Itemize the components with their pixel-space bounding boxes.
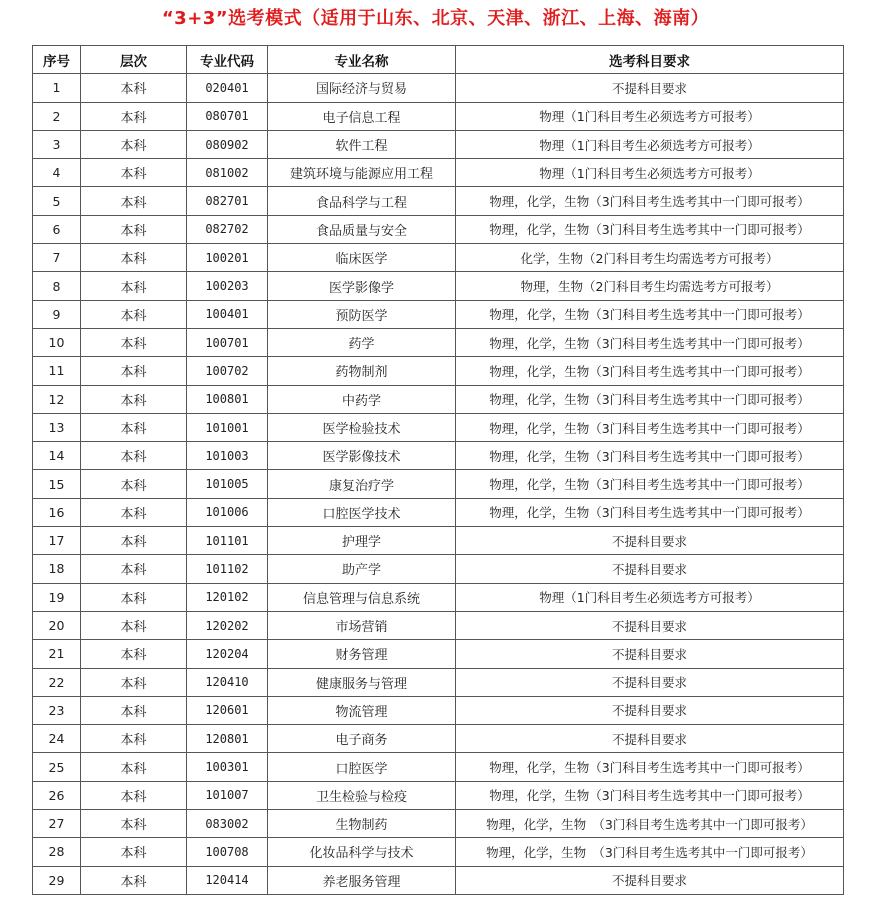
requirement-cell: 物理，化学，生物（3门科目考生选考其中一门即可报考）	[456, 498, 844, 526]
major-name-cell: 食品质量与安全	[268, 215, 456, 243]
seq-cell: 26	[33, 781, 81, 809]
requirement-cell: 物理，化学，生物 （3门科目考生选考其中一门即可报考）	[456, 810, 844, 838]
header-name: 专业名称	[268, 46, 456, 74]
level-cell: 本科	[81, 725, 187, 753]
level-cell: 本科	[81, 470, 187, 498]
level-cell: 本科	[81, 527, 187, 555]
table-row	[33, 215, 844, 243]
table-row	[33, 272, 844, 300]
level-cell: 本科	[81, 272, 187, 300]
requirement-cell: 物理，化学，生物（3门科目考生选考其中一门即可报考）	[456, 187, 844, 215]
code-cell: 100401	[187, 300, 268, 328]
seq-cell: 8	[33, 272, 81, 300]
level-cell: 本科	[81, 187, 187, 215]
table-row	[33, 130, 844, 158]
seq-cell: 7	[33, 244, 81, 272]
level-cell: 本科	[81, 159, 187, 187]
requirement-cell: 物理，化学，生物 （3门科目考生选考其中一门即可报考）	[456, 838, 844, 866]
requirement-cell: 不提科目要求	[456, 527, 844, 555]
code-cell: 100201	[187, 244, 268, 272]
code-cell: 082701	[187, 187, 268, 215]
major-name-cell: 建筑环境与能源应用工程	[268, 159, 456, 187]
major-name-cell: 护理学	[268, 527, 456, 555]
requirement-cell: 物理，化学，生物（3门科目考生选考其中一门即可报考）	[456, 328, 844, 356]
requirement-cell: 物理（1门科目考生必须选考方可报考）	[456, 102, 844, 130]
seq-cell: 11	[33, 357, 81, 385]
requirement-cell: 物理，化学，生物（3门科目考生选考其中一门即可报考）	[456, 300, 844, 328]
header-level: 层次	[81, 46, 187, 74]
requirement-cell: 不提科目要求	[456, 696, 844, 724]
table-row	[33, 810, 844, 838]
major-name-cell: 药物制剂	[268, 357, 456, 385]
major-name-cell: 国际经济与贸易	[268, 74, 456, 102]
code-cell: 120410	[187, 668, 268, 696]
code-cell: 081002	[187, 159, 268, 187]
table-row	[33, 838, 844, 866]
level-cell: 本科	[81, 102, 187, 130]
level-cell: 本科	[81, 555, 187, 583]
level-cell: 本科	[81, 810, 187, 838]
level-cell: 本科	[81, 866, 187, 894]
level-cell: 本科	[81, 781, 187, 809]
requirement-cell: 物理，化学，生物（3门科目考生选考其中一门即可报考）	[456, 357, 844, 385]
table-row	[33, 187, 844, 215]
requirement-cell: 物理，化学，生物（3门科目考生选考其中一门即可报考）	[456, 215, 844, 243]
major-name-cell: 电子信息工程	[268, 102, 456, 130]
requirement-cell: 物理（1门科目考生必须选考方可报考）	[456, 159, 844, 187]
major-name-cell: 医学影像学	[268, 272, 456, 300]
table-row	[33, 300, 844, 328]
requirement-cell: 物理，生物（2门科目考生均需选考方可报考）	[456, 272, 844, 300]
code-cell: 080902	[187, 130, 268, 158]
level-cell: 本科	[81, 413, 187, 441]
major-name-cell: 康复治疗学	[268, 470, 456, 498]
table-row	[33, 611, 844, 639]
code-cell: 101001	[187, 413, 268, 441]
table-row	[33, 357, 844, 385]
seq-cell: 21	[33, 640, 81, 668]
major-name-cell: 医学检验技术	[268, 413, 456, 441]
major-name-cell: 生物制药	[268, 810, 456, 838]
seq-cell: 9	[33, 300, 81, 328]
requirement-cell: 物理，化学，生物（3门科目考生选考其中一门即可报考）	[456, 413, 844, 441]
level-cell: 本科	[81, 838, 187, 866]
requirement-cell: 物理，化学，生物（3门科目考生选考其中一门即可报考）	[456, 781, 844, 809]
seq-cell: 19	[33, 583, 81, 611]
major-name-cell: 健康服务与管理	[268, 668, 456, 696]
table-row	[33, 725, 844, 753]
table-row	[33, 244, 844, 272]
level-cell: 本科	[81, 442, 187, 470]
code-cell: 100203	[187, 272, 268, 300]
level-cell: 本科	[81, 668, 187, 696]
seq-cell: 15	[33, 470, 81, 498]
major-name-cell: 口腔医学	[268, 753, 456, 781]
table-row	[33, 385, 844, 413]
requirement-cell: 不提科目要求	[456, 725, 844, 753]
major-name-cell: 财务管理	[268, 640, 456, 668]
major-name-cell: 电子商务	[268, 725, 456, 753]
major-name-cell: 口腔医学技术	[268, 498, 456, 526]
requirement-cell: 不提科目要求	[456, 668, 844, 696]
level-cell: 本科	[81, 640, 187, 668]
table-row	[33, 696, 844, 724]
requirement-cell: 物理（1门科目考生必须选考方可报考）	[456, 583, 844, 611]
seq-cell: 25	[33, 753, 81, 781]
code-cell: 120801	[187, 725, 268, 753]
table-header-row	[33, 46, 844, 74]
table-row	[33, 159, 844, 187]
seq-cell: 4	[33, 159, 81, 187]
seq-cell: 1	[33, 74, 81, 102]
requirement-cell: 物理，化学，生物（3门科目考生选考其中一门即可报考）	[456, 442, 844, 470]
code-cell: 100702	[187, 357, 268, 385]
level-cell: 本科	[81, 74, 187, 102]
seq-cell: 6	[33, 215, 81, 243]
major-name-cell: 助产学	[268, 555, 456, 583]
level-cell: 本科	[81, 328, 187, 356]
level-cell: 本科	[81, 385, 187, 413]
seq-cell: 14	[33, 442, 81, 470]
table-row	[33, 470, 844, 498]
table-row	[33, 866, 844, 894]
code-cell: 100301	[187, 753, 268, 781]
major-name-cell: 预防医学	[268, 300, 456, 328]
level-cell: 本科	[81, 244, 187, 272]
seq-cell: 23	[33, 696, 81, 724]
majors-table	[32, 45, 844, 895]
requirement-cell: 物理，化学，生物（3门科目考生选考其中一门即可报考）	[456, 385, 844, 413]
table-row	[33, 74, 844, 102]
major-name-cell: 信息管理与信息系统	[268, 583, 456, 611]
table-row	[33, 640, 844, 668]
major-name-cell: 软件工程	[268, 130, 456, 158]
major-name-cell: 物流管理	[268, 696, 456, 724]
code-cell: 101101	[187, 527, 268, 555]
code-cell: 120414	[187, 866, 268, 894]
level-cell: 本科	[81, 498, 187, 526]
seq-cell: 29	[33, 866, 81, 894]
table-row	[33, 781, 844, 809]
major-name-cell: 食品科学与工程	[268, 187, 456, 215]
major-name-cell: 化妆品科学与技术	[268, 838, 456, 866]
header-code: 专业代码	[187, 46, 268, 74]
table-body	[33, 74, 844, 895]
level-cell: 本科	[81, 753, 187, 781]
code-cell: 100708	[187, 838, 268, 866]
major-name-cell: 中药学	[268, 385, 456, 413]
table-row	[33, 413, 844, 441]
seq-cell: 18	[33, 555, 81, 583]
code-cell: 101005	[187, 470, 268, 498]
table-row	[33, 668, 844, 696]
code-cell: 120601	[187, 696, 268, 724]
code-cell: 100801	[187, 385, 268, 413]
code-cell: 101006	[187, 498, 268, 526]
level-cell: 本科	[81, 696, 187, 724]
level-cell: 本科	[81, 300, 187, 328]
code-cell: 101007	[187, 781, 268, 809]
major-name-cell: 卫生检验与检疫	[268, 781, 456, 809]
table-row	[33, 442, 844, 470]
seq-cell: 12	[33, 385, 81, 413]
seq-cell: 3	[33, 130, 81, 158]
major-name-cell: 市场营销	[268, 611, 456, 639]
requirement-cell: 不提科目要求	[456, 611, 844, 639]
requirement-cell: 不提科目要求	[456, 555, 844, 583]
table-row	[33, 555, 844, 583]
requirement-cell: 化学，生物（2门科目考生均需选考方可报考）	[456, 244, 844, 272]
major-name-cell: 药学	[268, 328, 456, 356]
major-name-cell: 养老服务管理	[268, 866, 456, 894]
code-cell: 080701	[187, 102, 268, 130]
requirement-cell: 物理，化学，生物（3门科目考生选考其中一门即可报考）	[456, 470, 844, 498]
level-cell: 本科	[81, 583, 187, 611]
table-row	[33, 527, 844, 555]
seq-cell: 24	[33, 725, 81, 753]
level-cell: 本科	[81, 130, 187, 158]
code-cell: 101102	[187, 555, 268, 583]
code-cell: 101003	[187, 442, 268, 470]
requirement-cell: 物理（1门科目考生必须选考方可报考）	[456, 130, 844, 158]
table-row	[33, 498, 844, 526]
seq-cell: 28	[33, 838, 81, 866]
seq-cell: 27	[33, 810, 81, 838]
code-cell: 100701	[187, 328, 268, 356]
requirement-cell: 不提科目要求	[456, 74, 844, 102]
table-row	[33, 102, 844, 130]
code-cell: 120202	[187, 611, 268, 639]
seq-cell: 13	[33, 413, 81, 441]
seq-cell: 20	[33, 611, 81, 639]
table-row	[33, 328, 844, 356]
table-row	[33, 753, 844, 781]
requirement-cell: 不提科目要求	[456, 640, 844, 668]
seq-cell: 17	[33, 527, 81, 555]
major-name-cell: 临床医学	[268, 244, 456, 272]
page-title: “3+3”选考模式（适用于山东、北京、天津、浙江、上海、海南）	[161, 8, 710, 29]
code-cell: 083002	[187, 810, 268, 838]
seq-cell: 22	[33, 668, 81, 696]
requirement-cell: 物理，化学，生物（3门科目考生选考其中一门即可报考）	[456, 753, 844, 781]
major-name-cell: 医学影像技术	[268, 442, 456, 470]
header-requirement: 选考科目要求	[456, 46, 844, 74]
seq-cell: 10	[33, 328, 81, 356]
code-cell: 020401	[187, 74, 268, 102]
level-cell: 本科	[81, 215, 187, 243]
seq-cell: 16	[33, 498, 81, 526]
seq-cell: 2	[33, 102, 81, 130]
requirement-cell: 不提科目要求	[456, 866, 844, 894]
header-seq: 序号	[33, 46, 81, 74]
code-cell: 082702	[187, 215, 268, 243]
code-cell: 120102	[187, 583, 268, 611]
level-cell: 本科	[81, 611, 187, 639]
code-cell: 120204	[187, 640, 268, 668]
table-row	[33, 583, 844, 611]
level-cell: 本科	[81, 357, 187, 385]
seq-cell: 5	[33, 187, 81, 215]
